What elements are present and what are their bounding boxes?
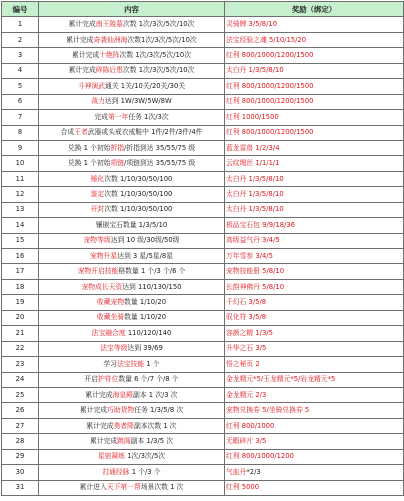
- table-row: [2, 310, 404, 325]
- row-id: 3: [2, 48, 39, 63]
- row-id: 11: [2, 171, 39, 186]
- content-text: /折指到达 35/55/75 级: [124, 143, 196, 152]
- row-content: [39, 357, 225, 372]
- reward-text: 红利 1000/1500: [226, 112, 279, 121]
- reward-text: 驭化符 3/5/8: [226, 313, 267, 322]
- row-id: 2: [2, 32, 39, 47]
- row-id: 23: [2, 357, 39, 372]
- table-row: [2, 125, 404, 140]
- header-content: 内容: [39, 2, 225, 17]
- content-text: 次数 1次/3次/5次/10次: [122, 66, 195, 75]
- row-id: 8: [2, 125, 39, 140]
- row-reward: [225, 156, 404, 171]
- content-highlight: 南王陵墓: [95, 20, 123, 29]
- row-id: 28: [2, 434, 39, 449]
- task-reward-table: [1, 1, 404, 496]
- row-content: [39, 233, 225, 248]
- content-text: 次数 1/10/30/50/100: [104, 174, 173, 183]
- row-content: [39, 372, 225, 387]
- reward-text: 太白丹 1/3/5/8/10: [226, 205, 284, 214]
- reward-text: 红利 800/1000/1200/1500: [226, 81, 314, 90]
- row-reward: [225, 387, 404, 402]
- row-reward: [225, 171, 404, 186]
- row-content: [39, 187, 225, 202]
- reward-text: 千幻石 3/5/8: [226, 298, 267, 307]
- reward-text: 红利 5000: [226, 483, 260, 492]
- content-text: 数量 6 个/7 个/8 个: [118, 375, 179, 384]
- row-content: [39, 279, 225, 294]
- table-row: [2, 372, 404, 387]
- content-highlight: 收藏坐骑: [96, 313, 125, 322]
- row-content: [39, 110, 225, 125]
- row-id: 31: [2, 480, 39, 495]
- content-highlight: 跳阁: [117, 436, 131, 445]
- table-row: [2, 434, 404, 449]
- table-row: [2, 418, 404, 433]
- row-reward: [225, 233, 404, 248]
- row-content: [39, 403, 225, 418]
- content-text: 任务 1次/3次: [128, 112, 169, 121]
- content-highlight: 十绝阵: [99, 51, 120, 60]
- row-id: 17: [2, 264, 39, 279]
- row-reward: [225, 218, 404, 233]
- content-text: 累计完成: [71, 51, 100, 60]
- row-reward: [225, 79, 404, 94]
- content-text: 累计完成: [68, 20, 96, 29]
- content-text: 1 个: [144, 359, 160, 368]
- row-reward: [225, 480, 404, 495]
- content-text: 次数 1/10/30/50/100: [104, 189, 173, 198]
- reward-text: 高级益气丹 3/4/5: [226, 236, 280, 245]
- table-row: [2, 156, 404, 171]
- table-row: [2, 202, 404, 217]
- row-id: 12: [2, 187, 39, 202]
- content-text: 通关 1关/10关/20关/30关: [105, 81, 186, 90]
- content-text: 110/120/140: [125, 328, 172, 337]
- content-highlight: 海皇殿: [112, 390, 133, 399]
- content-text: 合成: [60, 128, 75, 137]
- row-id: 15: [2, 233, 39, 248]
- reward-text: 极品宝石包 9/9/18/36: [226, 220, 295, 229]
- row-id: 9: [2, 140, 39, 155]
- table-header-row: [2, 2, 404, 17]
- content-text: 副本 1 次/3 次: [132, 390, 178, 399]
- row-reward: [225, 310, 404, 325]
- content-highlight: 法宝技能: [116, 359, 145, 368]
- content-highlight: 项链: [110, 159, 125, 168]
- reward-text: 红利 800/1000/1200: [226, 452, 294, 461]
- table-row: [2, 94, 404, 109]
- row-id: 18: [2, 279, 39, 294]
- row-id: 1: [2, 17, 39, 32]
- row-reward: [225, 372, 404, 387]
- table-row: [2, 341, 404, 356]
- content-text: 兑换 1 个初始: [67, 143, 111, 152]
- row-content: [39, 295, 225, 310]
- content-highlight: 第一年: [107, 112, 129, 121]
- content-highlight: 勇者降: [113, 421, 134, 430]
- reward-text: 红利 800/1000: [226, 421, 275, 430]
- row-content: [39, 465, 225, 480]
- reward-text: 云纹绳丝 1/1/1/1: [226, 159, 280, 168]
- header-reward: 奖励（绑定）: [225, 2, 404, 17]
- reward-text: 法宝经验之魂 5/10/15/20: [226, 35, 307, 44]
- content-text: 达到 110/130/150: [122, 282, 182, 291]
- reward-text: 灵骑牌 3/5/8/10: [226, 20, 278, 29]
- reward-text: 悟之秘页 2: [226, 359, 260, 368]
- row-reward: [225, 249, 404, 264]
- row-content: [39, 94, 225, 109]
- row-reward: [225, 110, 404, 125]
- content-highlight: 开封: [90, 205, 105, 214]
- content-text: 次数 1次/3次/5次/10次: [119, 51, 191, 60]
- row-id: 21: [2, 326, 39, 341]
- table-row: [2, 233, 404, 248]
- row-id: 22: [2, 341, 39, 356]
- content-highlight: 天下第一帮: [106, 483, 141, 492]
- content-highlight: 鉴定: [90, 189, 105, 198]
- reward-text: 红利 800/1000/1200/1500: [226, 128, 314, 137]
- content-text: 次数 1/10/30/50/100: [104, 205, 173, 214]
- content-text: 完成: [94, 112, 108, 121]
- content-highlight: 奇袭仙洲海: [93, 35, 128, 44]
- row-id: 19: [2, 295, 39, 310]
- row-id: 20: [2, 310, 39, 325]
- table-row: [2, 32, 404, 47]
- reward-text: 升华之石 3/5: [226, 344, 267, 353]
- content-highlight: 法宝等级: [100, 344, 128, 353]
- row-reward: [225, 465, 404, 480]
- row-reward: [225, 94, 404, 109]
- content-text: 达到 3 星/5星/8星: [117, 251, 174, 260]
- content-text: 兑换 1 个初始: [67, 159, 111, 168]
- row-content: [39, 480, 225, 495]
- content-highlight: 锤化: [90, 174, 105, 183]
- content-text: 达到 10 级/30级/50级: [110, 236, 180, 245]
- table-row: [2, 357, 404, 372]
- content-text: 累计完成: [66, 35, 94, 44]
- header-id: 编号: [2, 2, 39, 17]
- row-id: 6: [2, 94, 39, 109]
- row-id: 5: [2, 79, 39, 94]
- content-text: 数量 1/10/20: [124, 298, 167, 307]
- row-id: 7: [2, 110, 39, 125]
- row-reward: [225, 279, 404, 294]
- row-id: 16: [2, 249, 39, 264]
- table-row: [2, 449, 404, 464]
- content-highlight: 碎陈后患: [95, 66, 123, 75]
- content-text: 累计完成: [68, 66, 96, 75]
- content-highlight: 收藏宠物: [96, 298, 125, 307]
- content-text: 次数 1次/3次/5次/10次: [122, 20, 195, 29]
- row-reward: [225, 125, 404, 140]
- row-content: [39, 418, 225, 433]
- reward-text: 长韵神佛丹 5/8/10: [226, 282, 285, 291]
- reward-text: 太白丹 1/3/5/8/10: [226, 189, 284, 198]
- row-reward: [225, 295, 404, 310]
- content-highlight: 星宿凝练: [97, 452, 126, 461]
- row-reward: [225, 403, 404, 418]
- reward-text: 金龙精元*5/玉龙精元*5/岩龙精元*5: [226, 375, 336, 384]
- content-text: 累计完成: [85, 390, 113, 399]
- content-text: 达到 1W/3W/5W/8W: [104, 97, 172, 106]
- row-reward: [225, 187, 404, 202]
- row-content: [39, 125, 225, 140]
- content-text: 副本次数 1 次: [133, 421, 177, 430]
- reward-text: 气血丹: [226, 467, 247, 476]
- row-content: [39, 156, 225, 171]
- table-row: [2, 326, 404, 341]
- row-id: 24: [2, 372, 39, 387]
- row-content: [39, 310, 225, 325]
- reward-text: 宠物技能册 5/8/10: [226, 267, 285, 276]
- reward-text: *2/3: [246, 467, 261, 476]
- row-id: 27: [2, 418, 39, 433]
- content-text: 累计完成: [89, 436, 118, 445]
- table-row: [2, 17, 404, 32]
- row-id: 10: [2, 156, 39, 171]
- reward-text: 容颜之精 1/3/5: [226, 328, 273, 337]
- row-id: 30: [2, 465, 39, 480]
- row-content: [39, 434, 225, 449]
- row-reward: [225, 264, 404, 279]
- row-reward: [225, 326, 404, 341]
- reward-text: 金龙精元 2/3: [226, 390, 267, 399]
- content-text: 武器或头戒衣戒鞋中 1件/2件/3件/4件: [87, 128, 203, 137]
- content-highlight: 护符位: [98, 375, 119, 384]
- table-row: [2, 264, 404, 279]
- reward-text: 无暇碎片 3/5: [226, 436, 267, 445]
- row-reward: [225, 140, 404, 155]
- content-highlight: 王者: [74, 128, 88, 137]
- content-text: 格数量 1 个/3 个/6 个: [118, 267, 186, 276]
- row-reward: [225, 63, 404, 78]
- row-id: 14: [2, 218, 39, 233]
- row-id: 25: [2, 387, 39, 402]
- table-row: [2, 140, 404, 155]
- row-content: [39, 32, 225, 47]
- table-row: [2, 403, 404, 418]
- row-content: [39, 249, 225, 264]
- row-id: 29: [2, 449, 39, 464]
- content-text: 镶嵌宝石数量 1/3/5/10: [95, 220, 168, 229]
- table-body: [2, 17, 404, 496]
- row-reward: [225, 418, 404, 433]
- row-content: [39, 79, 225, 94]
- table-row: [2, 48, 404, 63]
- content-highlight: 战力: [91, 97, 105, 106]
- row-reward: [225, 434, 404, 449]
- table-row: [2, 295, 404, 310]
- row-content: [39, 171, 225, 186]
- table-row: [2, 279, 404, 294]
- content-highlight: 折指: [110, 143, 125, 152]
- table-row: [2, 465, 404, 480]
- row-content: [39, 387, 225, 402]
- row-content: [39, 326, 225, 341]
- row-id: 13: [2, 202, 39, 217]
- reward-text: 太白丹 1/3/5/8/10: [226, 174, 284, 183]
- reward-text: 蓝龙雷兽 1/2/3/4: [226, 143, 280, 152]
- content-text: 数量 1/10/20: [124, 313, 167, 322]
- table-row: [2, 110, 404, 125]
- reward-text: 万年雪参 3/4/5: [226, 251, 273, 260]
- content-highlight: 宠物成长天资: [81, 282, 123, 291]
- table-row: [2, 387, 404, 402]
- table-row: [2, 171, 404, 186]
- content-highlight: 打通经脉: [102, 467, 130, 476]
- content-highlight: 宠物升星: [89, 251, 118, 260]
- row-content: [39, 449, 225, 464]
- content-text: 开启: [84, 375, 98, 384]
- content-text: 场景次数 1 次: [140, 483, 184, 492]
- table-row: [2, 187, 404, 202]
- table-row: [2, 79, 404, 94]
- table-row: [2, 249, 404, 264]
- row-content: [39, 48, 225, 63]
- content-text: 累计进入: [79, 483, 107, 492]
- table-row: [2, 218, 404, 233]
- content-highlight: 法宝融合度: [91, 328, 126, 337]
- content-text: 达到 39/69: [127, 344, 163, 353]
- row-id: 4: [2, 63, 39, 78]
- content-text: 累计完成: [79, 406, 108, 415]
- table-row: [2, 63, 404, 78]
- reward-text: 红利 800/1000/1200/1500: [226, 97, 314, 106]
- row-reward: [225, 341, 404, 356]
- content-highlight: 斗神演武: [77, 81, 106, 90]
- content-text: /项链到达 35/55/75 级: [124, 159, 196, 168]
- row-content: [39, 202, 225, 217]
- content-highlight: 宠物等级: [83, 236, 111, 245]
- reward-text: 红利 800/1000/1200/1500: [226, 51, 314, 60]
- row-content: [39, 17, 225, 32]
- content-text: 副本 1/3/5 次: [130, 436, 174, 445]
- content-text: 1次/3次/5次: [125, 452, 166, 461]
- row-reward: [225, 357, 404, 372]
- content-text: 1 个/3 个: [129, 467, 161, 476]
- content-highlight: 宠物开启技能: [77, 267, 119, 276]
- row-reward: [225, 48, 404, 63]
- row-content: [39, 63, 225, 78]
- row-content: [39, 264, 225, 279]
- reward-text: 宠物兑换券 5/坐骑兑换券 5: [226, 406, 310, 415]
- content-text: 任务 1/3/5/8 次: [134, 406, 184, 415]
- table-row: [2, 480, 404, 495]
- reward-text: 太白丹 1/3/5/8/10: [226, 66, 284, 75]
- row-reward: [225, 202, 404, 217]
- row-id: 26: [2, 403, 39, 418]
- row-content: [39, 218, 225, 233]
- row-reward: [225, 17, 404, 32]
- content-highlight: 巧助货物: [107, 406, 135, 415]
- row-content: [39, 140, 225, 155]
- row-content: [39, 341, 225, 356]
- content-text: 次数1次/3次/5次/10次: [127, 35, 197, 44]
- row-reward: [225, 449, 404, 464]
- content-text: 学习: [103, 359, 117, 368]
- content-text: 累计完成: [86, 421, 114, 430]
- row-reward: [225, 32, 404, 47]
